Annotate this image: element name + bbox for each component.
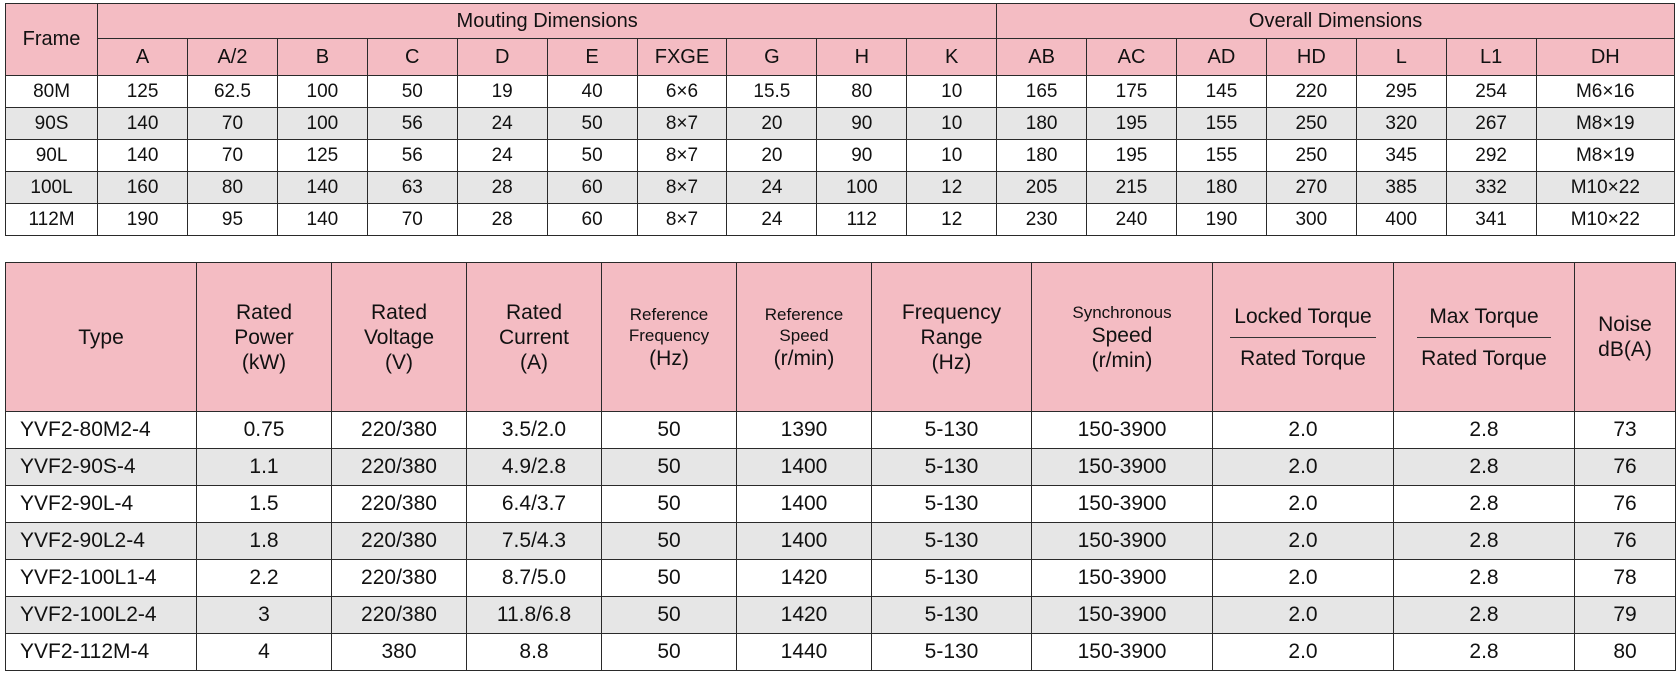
perf-cell: 220/380: [332, 486, 467, 523]
max-torque-ratio-header: [1394, 263, 1575, 412]
perf-cell: 7.5/4.3: [467, 523, 602, 560]
dim-cell: 8×7: [637, 172, 727, 204]
type-cell: YVF2-90L-4: [6, 486, 197, 523]
perf-cell: 220/380: [332, 412, 467, 449]
dim-cell: 40: [547, 76, 637, 108]
perf-cell: 3: [197, 597, 332, 634]
perf-cell: 8.8: [467, 634, 602, 671]
perf-cell: 2.8: [1394, 634, 1575, 671]
table-row: [6, 204, 1675, 236]
rated-voltage-header: Rated Voltage (V): [332, 263, 467, 412]
dim-cell: 10: [907, 76, 997, 108]
dim-cell: 20: [727, 108, 817, 140]
dim-col-header: D: [457, 39, 547, 76]
dim-cell: 56: [367, 108, 457, 140]
dim-col-header: A/2: [188, 39, 278, 76]
dim-cell: 267: [1446, 108, 1536, 140]
perf-cell: 1400: [737, 486, 872, 523]
dim-cell: 190: [98, 204, 188, 236]
perf-cell: 150-3900: [1032, 486, 1213, 523]
dim-cell: 155: [1176, 108, 1266, 140]
dim-cell: 28: [457, 172, 547, 204]
dim-cell: 400: [1356, 204, 1446, 236]
dim-cell: 70: [367, 204, 457, 236]
perf-cell: 4.9/2.8: [467, 449, 602, 486]
dim-cell: 205: [997, 172, 1087, 204]
frame-cell: 80M: [6, 76, 98, 108]
dim-cell: 24: [457, 108, 547, 140]
dim-cell: 20: [727, 140, 817, 172]
dim-cell: 332: [1446, 172, 1536, 204]
dim-cell: 140: [277, 204, 367, 236]
table-row: [6, 597, 1676, 634]
dim-cell: 125: [277, 140, 367, 172]
dim-cell: 15.5: [727, 76, 817, 108]
perf-cell: 1400: [737, 449, 872, 486]
performance-table: [5, 262, 1676, 671]
dim-col-header: A: [98, 39, 188, 76]
perf-cell: 150-3900: [1032, 634, 1213, 671]
table-row: [6, 634, 1676, 671]
dim-cell: 180: [997, 140, 1087, 172]
perf-cell: 5-130: [872, 412, 1032, 449]
perf-cell: 4: [197, 634, 332, 671]
perf-cell: 1.1: [197, 449, 332, 486]
perf-cell: 2.8: [1394, 560, 1575, 597]
dim-col-header: G: [727, 39, 817, 76]
dim-cell: 10: [907, 140, 997, 172]
table-row: [6, 412, 1676, 449]
dim-cell: M8×19: [1536, 140, 1674, 172]
table-row: [6, 108, 1675, 140]
dim-cell: 250: [1266, 140, 1356, 172]
perf-cell: 2.0: [1213, 597, 1394, 634]
dim-cell: 195: [1087, 108, 1177, 140]
perf-cell: 79: [1575, 597, 1676, 634]
dim-cell: 165: [997, 76, 1087, 108]
perf-cell: 50: [602, 560, 737, 597]
dim-cell: 100: [277, 108, 367, 140]
dim-cell: 90: [817, 108, 907, 140]
perf-cell: 1420: [737, 597, 872, 634]
perf-cell: 50: [602, 486, 737, 523]
dim-col-header: K: [907, 39, 997, 76]
rated-power-header: Rated Power (kW): [197, 263, 332, 412]
type-cell: YVF2-80M2-4: [6, 412, 197, 449]
dim-cell: 180: [997, 108, 1087, 140]
dim-cell: 56: [367, 140, 457, 172]
frame-header: Frame: [6, 4, 98, 76]
dim-cell: 8×7: [637, 108, 727, 140]
dim-cell: 24: [727, 204, 817, 236]
perf-cell: 2.0: [1213, 449, 1394, 486]
table-row: [6, 449, 1676, 486]
dim-cell: 300: [1266, 204, 1356, 236]
perf-cell: 6.4/3.7: [467, 486, 602, 523]
dim-cell: 60: [547, 172, 637, 204]
dim-cell: M8×19: [1536, 108, 1674, 140]
dim-cell: 112: [817, 204, 907, 236]
locked-torque-denominator: Rated Torque: [1240, 346, 1366, 370]
frame-cell: 100L: [6, 172, 98, 204]
perf-cell: 0.75: [197, 412, 332, 449]
dim-cell: 28: [457, 204, 547, 236]
dim-cell: 12: [907, 172, 997, 204]
perf-cell: 220/380: [332, 449, 467, 486]
dim-cell: 60: [547, 204, 637, 236]
dim-cell: 160: [98, 172, 188, 204]
dim-cell: 341: [1446, 204, 1536, 236]
type-cell: YVF2-112M-4: [6, 634, 197, 671]
dim-cell: 155: [1176, 140, 1266, 172]
perf-cell: 1.5: [197, 486, 332, 523]
perf-cell: 2.0: [1213, 634, 1394, 671]
type-cell: YVF2-100L1-4: [6, 560, 197, 597]
dim-cell: 62.5: [188, 76, 278, 108]
dim-col-header: DH: [1536, 39, 1674, 76]
synchronous-speed-header: Synchronous Speed (r/min): [1032, 263, 1213, 412]
dim-cell: 50: [547, 140, 637, 172]
dim-cell: 140: [98, 108, 188, 140]
perf-cell: 5-130: [872, 597, 1032, 634]
table-row: [6, 486, 1676, 523]
dim-cell: 125: [98, 76, 188, 108]
type-cell: YVF2-100L2-4: [6, 597, 197, 634]
dim-cell: 345: [1356, 140, 1446, 172]
dim-cell: 12: [907, 204, 997, 236]
dim-col-header: AC: [1087, 39, 1177, 76]
perf-cell: 2.0: [1213, 560, 1394, 597]
perf-cell: 11.8/6.8: [467, 597, 602, 634]
dim-cell: 250: [1266, 108, 1356, 140]
perf-cell: 50: [602, 449, 737, 486]
perf-cell: 220/380: [332, 597, 467, 634]
perf-cell: 76: [1575, 523, 1676, 560]
reference-frequency-header: Reference Frequency (Hz): [602, 263, 737, 412]
dim-cell: 254: [1446, 76, 1536, 108]
perf-cell: 150-3900: [1032, 597, 1213, 634]
dim-cell: 24: [457, 140, 547, 172]
perf-cell: 80: [1575, 634, 1676, 671]
perf-cell: 2.2: [197, 560, 332, 597]
perf-cell: 5-130: [872, 449, 1032, 486]
dim-col-header: HD: [1266, 39, 1356, 76]
dim-cell: 320: [1356, 108, 1446, 140]
dim-cell: 100: [817, 172, 907, 204]
dim-cell: 145: [1176, 76, 1266, 108]
perf-cell: 150-3900: [1032, 523, 1213, 560]
dim-cell: 80: [817, 76, 907, 108]
perf-cell: 2.8: [1394, 412, 1575, 449]
perf-cell: 5-130: [872, 486, 1032, 523]
max-torque-denominator: Rated Torque: [1421, 346, 1547, 370]
dim-cell: 180: [1176, 172, 1266, 204]
table-row: [6, 140, 1675, 172]
table-row: [6, 76, 1675, 108]
dim-cell: 80: [188, 172, 278, 204]
dim-cell: M10×22: [1536, 204, 1674, 236]
dim-col-header: L: [1356, 39, 1446, 76]
table-row: [6, 560, 1676, 597]
dim-cell: 50: [547, 108, 637, 140]
perf-cell: 50: [602, 634, 737, 671]
perf-cell: 50: [602, 412, 737, 449]
table-row: [6, 523, 1676, 560]
dim-cell: M10×22: [1536, 172, 1674, 204]
perf-cell: 50: [602, 597, 737, 634]
perf-cell: 1390: [737, 412, 872, 449]
perf-cell: 3.5/2.0: [467, 412, 602, 449]
dim-cell: 292: [1446, 140, 1536, 172]
dim-cell: 295: [1356, 76, 1446, 108]
dim-cell: 6×6: [637, 76, 727, 108]
type-cell: YVF2-90S-4: [6, 449, 197, 486]
table-row: [6, 172, 1675, 204]
dim-cell: 195: [1087, 140, 1177, 172]
perf-cell: 150-3900: [1032, 560, 1213, 597]
dim-cell: 50: [367, 76, 457, 108]
perf-cell: 220/380: [332, 523, 467, 560]
dim-col-header: L1: [1446, 39, 1536, 76]
reference-speed-header: Reference Speed (r/min): [737, 263, 872, 412]
dim-cell: 70: [188, 140, 278, 172]
type-header: Type: [6, 263, 197, 412]
dim-cell: 240: [1087, 204, 1177, 236]
perf-cell: 380: [332, 634, 467, 671]
perf-cell: 1420: [737, 560, 872, 597]
dim-col-header: C: [367, 39, 457, 76]
dim-col-header: AD: [1176, 39, 1266, 76]
dim-cell: 8×7: [637, 204, 727, 236]
rated-current-header: Rated Current (A): [467, 263, 602, 412]
perf-cell: 1400: [737, 523, 872, 560]
perf-cell: 2.8: [1394, 486, 1575, 523]
dim-cell: 95: [188, 204, 278, 236]
frame-cell: 90S: [6, 108, 98, 140]
frame-cell: 112M: [6, 204, 98, 236]
perf-cell: 8.7/5.0: [467, 560, 602, 597]
frame-cell: 90L: [6, 140, 98, 172]
dimensions-table: [5, 3, 1675, 236]
dim-cell: 10: [907, 108, 997, 140]
perf-cell: 78: [1575, 560, 1676, 597]
dim-cell: 8×7: [637, 140, 727, 172]
dim-cell: 70: [188, 108, 278, 140]
perf-cell: 2.8: [1394, 449, 1575, 486]
max-torque-numerator: Max Torque: [1417, 304, 1551, 338]
perf-cell: 5-130: [872, 523, 1032, 560]
perf-cell: 2.8: [1394, 597, 1575, 634]
dim-col-header: FXGE: [637, 39, 727, 76]
dim-cell: 90: [817, 140, 907, 172]
dim-col-header: E: [547, 39, 637, 76]
dim-cell: 190: [1176, 204, 1266, 236]
frequency-range-header: Frequency Range (Hz): [872, 263, 1032, 412]
perf-cell: 2.0: [1213, 412, 1394, 449]
dim-cell: 175: [1087, 76, 1177, 108]
mounting-dimensions-header: Mouting Dimensions: [98, 4, 997, 39]
dim-cell: 140: [277, 172, 367, 204]
dim-col-header: B: [277, 39, 367, 76]
perf-cell: 76: [1575, 486, 1676, 523]
dim-cell: M6×16: [1536, 76, 1674, 108]
perf-cell: 150-3900: [1032, 412, 1213, 449]
dim-cell: 100: [277, 76, 367, 108]
perf-cell: 150-3900: [1032, 449, 1213, 486]
dim-cell: 230: [997, 204, 1087, 236]
dim-cell: 385: [1356, 172, 1446, 204]
perf-cell: 2.8: [1394, 523, 1575, 560]
dim-cell: 19: [457, 76, 547, 108]
dim-col-header: H: [817, 39, 907, 76]
overall-dimensions-header: Overall Dimensions: [997, 4, 1675, 39]
locked-torque-numerator: Locked Torque: [1230, 304, 1375, 338]
perf-cell: 1440: [737, 634, 872, 671]
perf-cell: 50: [602, 523, 737, 560]
dim-cell: 140: [98, 140, 188, 172]
dim-cell: 270: [1266, 172, 1356, 204]
dim-cell: 215: [1087, 172, 1177, 204]
perf-cell: 5-130: [872, 634, 1032, 671]
dim-cell: 24: [727, 172, 817, 204]
noise-header: Noise dB(A): [1575, 263, 1676, 412]
perf-cell: 220/380: [332, 560, 467, 597]
dim-cell: 63: [367, 172, 457, 204]
perf-cell: 2.0: [1213, 523, 1394, 560]
locked-torque-ratio-header: [1213, 263, 1394, 412]
perf-cell: 1.8: [197, 523, 332, 560]
type-cell: YVF2-90L2-4: [6, 523, 197, 560]
perf-cell: 73: [1575, 412, 1676, 449]
dim-col-header: AB: [997, 39, 1087, 76]
dim-cell: 220: [1266, 76, 1356, 108]
perf-cell: 2.0: [1213, 486, 1394, 523]
perf-cell: 76: [1575, 449, 1676, 486]
perf-cell: 5-130: [872, 560, 1032, 597]
